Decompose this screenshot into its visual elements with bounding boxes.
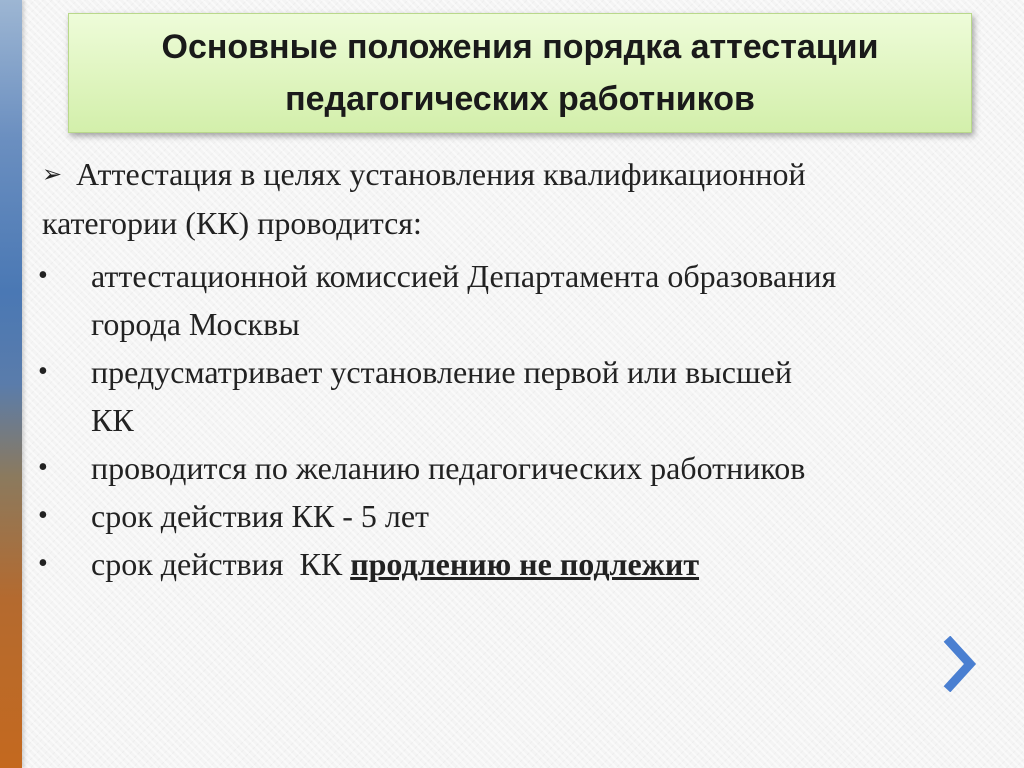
- next-slide-button[interactable]: [940, 636, 980, 692]
- title-line-2: педагогических работников: [285, 80, 755, 118]
- arrow-bullet-icon: ➢: [42, 162, 63, 188]
- list-item: [38, 444, 1024, 492]
- page-title: [80, 21, 960, 125]
- list-item-line-2: города Москвы: [91, 306, 300, 342]
- intro-line-1: [42, 150, 1002, 199]
- chevron-right-icon: [940, 636, 980, 692]
- list-item-line-1: аттестационной комиссией Департамента образования: [91, 258, 837, 294]
- intro-paragraph: [42, 150, 1002, 247]
- bullet-list: [38, 252, 1024, 588]
- bullet-icon: •: [38, 260, 48, 291]
- list-item-line-1: предусматривает установление первой или высшей: [91, 354, 792, 390]
- intro-line-2: категории (КК) проводится:: [42, 205, 422, 241]
- bullet-icon: •: [38, 500, 48, 531]
- title-line-1: Основные положения порядка аттестации: [161, 28, 879, 66]
- bullet-icon: •: [38, 356, 48, 387]
- list-item-text: срок действия КК: [91, 546, 351, 582]
- title-box: [68, 13, 972, 133]
- list-item: [38, 540, 1024, 588]
- list-item-line-2: КК: [91, 402, 134, 438]
- intro-text-1: Аттестация в целях установления квалификационной: [76, 156, 806, 192]
- emphasis-text: продлению не подлежит: [350, 546, 700, 582]
- list-item: [38, 492, 1024, 540]
- side-decorative-stripe: [0, 0, 22, 768]
- list-item-line-1: проводится по желанию педагогических работников: [91, 450, 806, 486]
- list-item-line-1: [91, 540, 1024, 588]
- bullet-icon: •: [38, 452, 48, 483]
- list-item: [38, 252, 1024, 348]
- bullet-icon: •: [38, 548, 48, 579]
- list-item: [38, 348, 1024, 444]
- list-item-line-1: срок действия КК - 5 лет: [91, 498, 429, 534]
